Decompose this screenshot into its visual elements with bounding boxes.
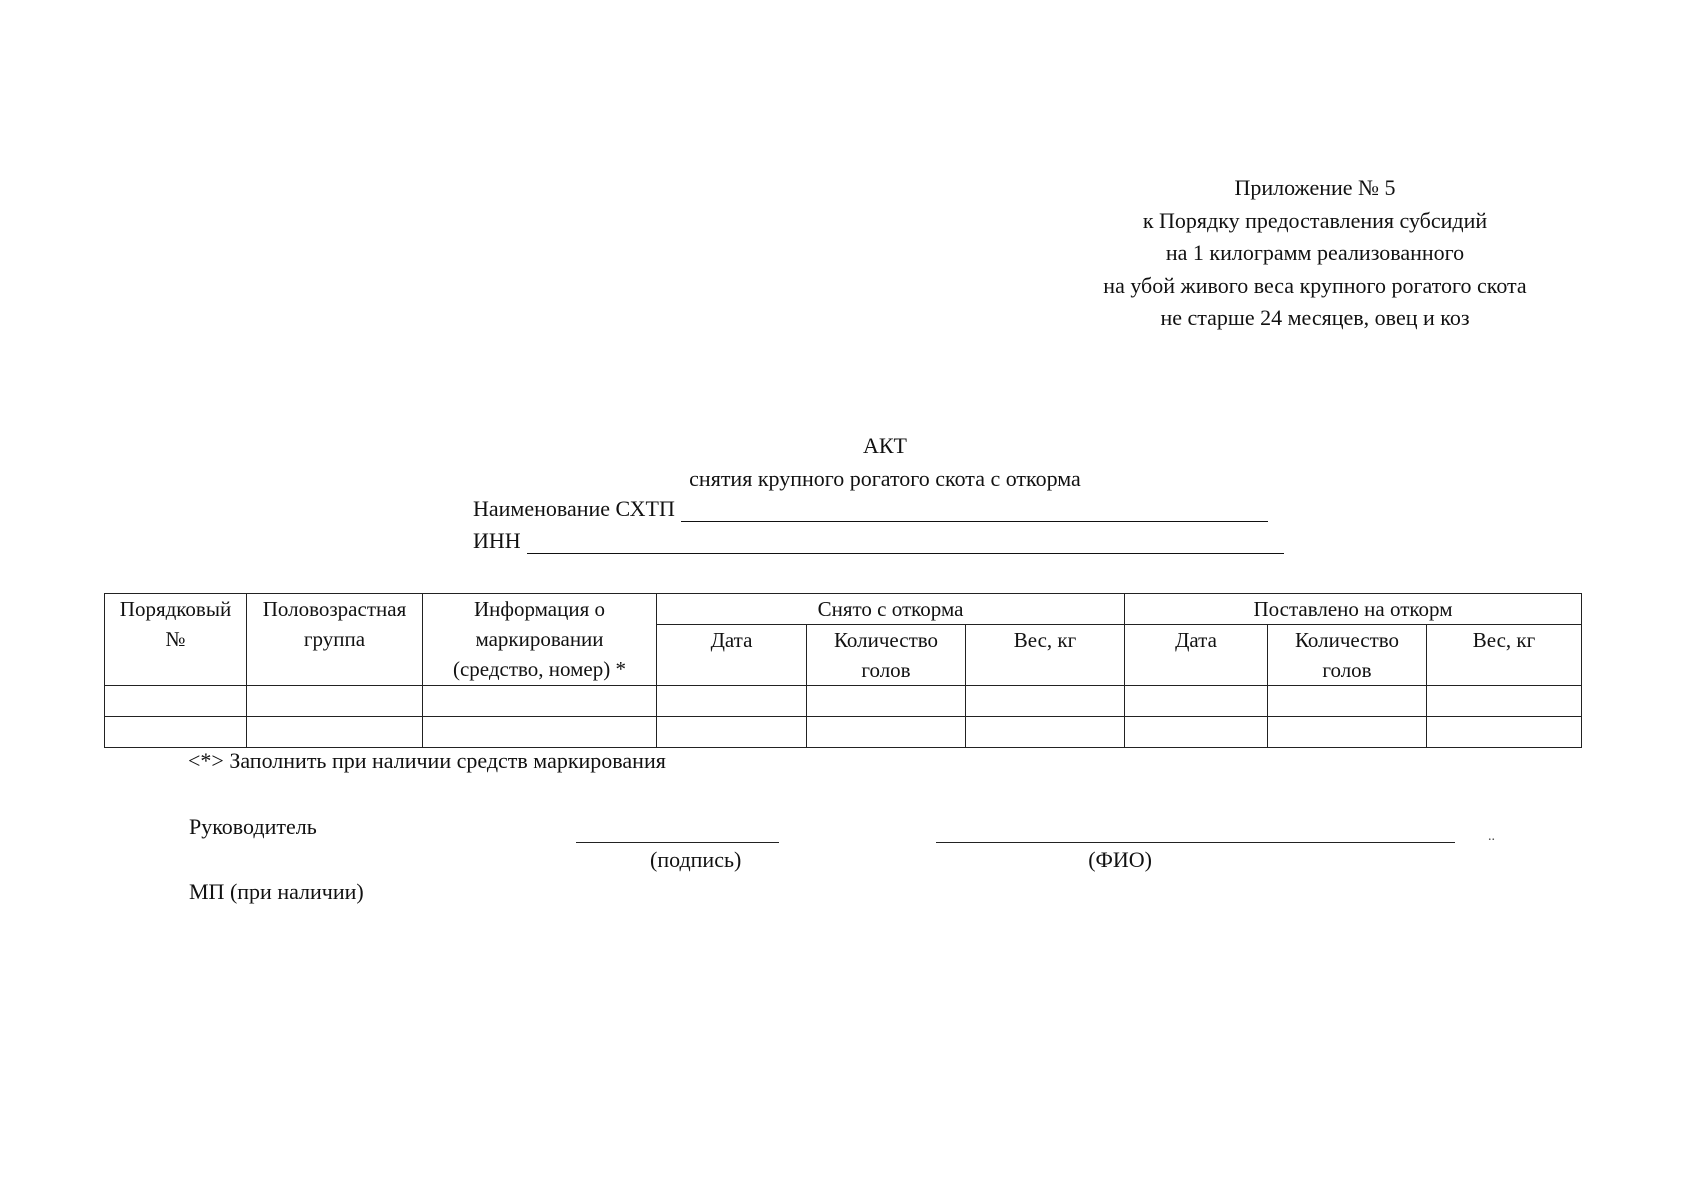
header-placed-group: Поставлено на откорм — [1125, 594, 1582, 625]
act-title-block — [520, 430, 1250, 495]
header-removed-group: Снято с откорма — [657, 594, 1125, 625]
stamp-label: МП (при наличии) — [189, 879, 364, 904]
table-cell[interactable] — [807, 717, 966, 748]
table-cell[interactable] — [807, 686, 966, 717]
appendix-line: не старше 24 месяцев, овец и коз — [1160, 305, 1470, 330]
appendix-line: к Порядку предоставления субсидий — [1142, 207, 1488, 233]
table-cell[interactable] — [1427, 717, 1582, 748]
head-label: Руководитель — [189, 814, 317, 839]
table-cell[interactable] — [1125, 717, 1268, 748]
header-placed-weight: Вес, кг — [1427, 625, 1582, 686]
table-cell[interactable] — [105, 686, 247, 717]
header-placed-date: Дата — [1125, 625, 1268, 686]
table-cell[interactable] — [966, 686, 1125, 717]
table-cell[interactable] — [1125, 686, 1268, 717]
appendix-line: Приложение № 5 — [1234, 175, 1396, 200]
header-removed-count: Количество голов — [807, 625, 966, 686]
table-cell[interactable] — [657, 717, 807, 748]
livestock-table — [104, 593, 1582, 748]
table-cell[interactable] — [966, 717, 1125, 748]
table-cell[interactable] — [423, 686, 657, 717]
fio-caption: (ФИО) — [1088, 847, 1152, 872]
table-row — [105, 717, 1582, 748]
header-group: Половозрастная группа — [247, 594, 423, 686]
table-cell[interactable] — [657, 686, 807, 717]
signature-line — [576, 842, 779, 843]
dots-mark: .. — [1488, 829, 1495, 844]
table-cell[interactable] — [1427, 686, 1582, 717]
header-marking: Информация о маркировании (средство, номер) * — [423, 594, 657, 686]
inn-blank — [527, 531, 1284, 554]
table-cell[interactable] — [105, 717, 247, 748]
table-row — [105, 686, 1582, 717]
footnote: <*> Заполнить при наличии средств маркирования — [188, 748, 666, 773]
header-removed-date: Дата — [657, 625, 807, 686]
table-cell[interactable] — [247, 717, 423, 748]
table-cell[interactable] — [1268, 717, 1427, 748]
table-cell[interactable] — [247, 686, 423, 717]
appendix-line: на убой живого веса крупного рогатого скота — [1103, 272, 1527, 298]
table-header-row — [105, 594, 1582, 625]
fio-line — [936, 842, 1455, 843]
inn-label: ИНН — [473, 528, 521, 553]
appendix-header — [1060, 172, 1570, 335]
header-removed-weight: Вес, кг — [966, 625, 1125, 686]
table-cell[interactable] — [423, 717, 657, 748]
table-cell[interactable] — [1268, 686, 1427, 717]
header-placed-count: Количество голов — [1268, 625, 1427, 686]
org-name-blank — [681, 499, 1268, 522]
signature-caption: (подпись) — [650, 847, 742, 872]
appendix-line: на 1 килограмм реализованного — [1165, 240, 1465, 265]
org-name-field — [473, 496, 1268, 522]
inn-field — [473, 528, 1284, 554]
act-title: АКТ — [863, 433, 907, 458]
act-subtitle: снятия крупного рогатого скота с откорма — [689, 465, 1081, 491]
org-name-label: Наименование СХТП — [473, 496, 675, 521]
header-number: Порядковый № — [105, 594, 247, 686]
